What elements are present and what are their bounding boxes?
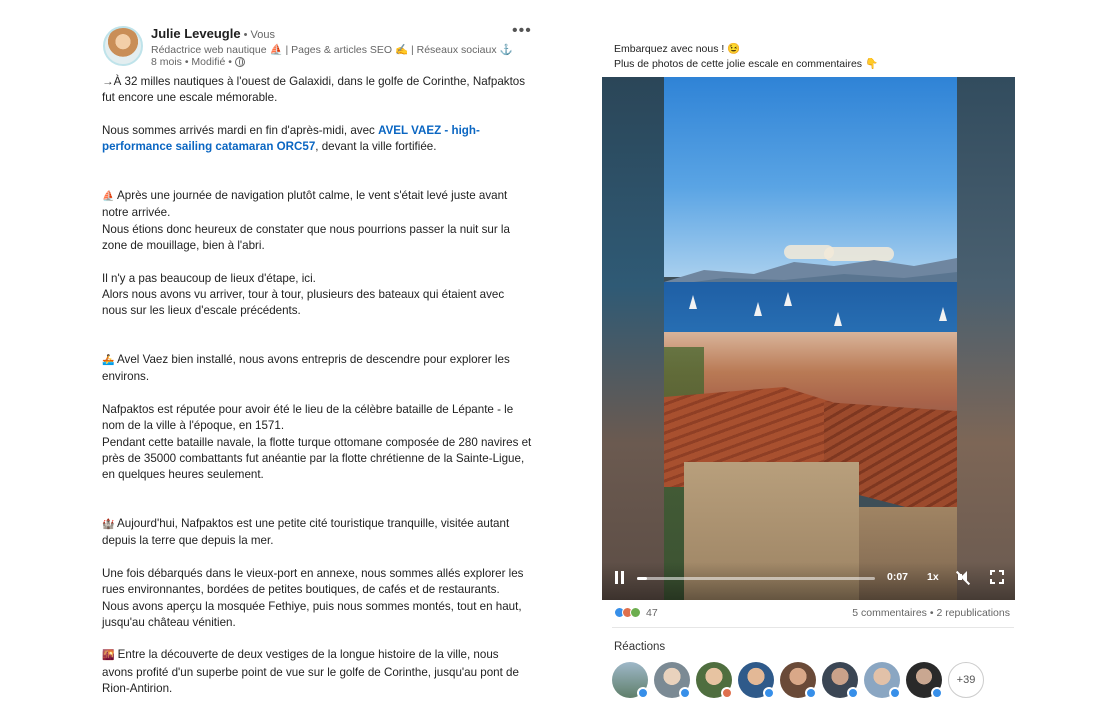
- post-text-span: Nous sommes arrivés mardi en fin d'après-midi, avec: [102, 123, 379, 137]
- social-counts: [614, 607, 1010, 621]
- post-paragraph: [102, 647, 532, 697]
- boat-shape: [834, 312, 842, 326]
- reactor-avatar[interactable]: [696, 662, 732, 698]
- post-paragraph: →À 32 milles nautiques à l'ouest de Galaxidi, dans le golfe de Corinthe, Nafpaktos fut encore une escale mémorable.: [102, 75, 526, 105]
- reaction-count[interactable]: 47: [646, 607, 658, 619]
- like-icon: [889, 687, 901, 699]
- caption-line: Plus de photos de cette jolie escale en commentaires 👇: [614, 58, 879, 70]
- sailboat-icon: ⛵: [102, 191, 115, 203]
- author-name[interactable]: Julie Leveugle: [151, 26, 241, 41]
- like-icon: [763, 687, 775, 699]
- post-text-span: Entre la découverte de deux vestiges de la longue histoire de la ville, nous avons profité d'un superbe point de vue sur le golfe de Corinthe, jusqu'au pont de Rion-Antirion.: [102, 648, 519, 695]
- author-you-label: • Vous: [240, 29, 276, 41]
- rowboat-icon: 🚣: [102, 355, 115, 367]
- post-paragraph: Pendant cette bataille navale, la flotte turque ottomane composée de 280 navires et près de 35000 combattants fut anéantie par la flotte chrétienne de la Sainte-Ligue, en quelques heures seulement.: [102, 435, 532, 482]
- author-avatar[interactable]: [103, 26, 143, 66]
- sunset-icon: 🌇: [102, 650, 115, 662]
- post-paragraph: Il n'y a pas beaucoup de lieux d'étape, ici.: [102, 271, 316, 285]
- post-text: [102, 74, 532, 697]
- reaction-icons[interactable]: [614, 607, 638, 618]
- post-text-span: Aujourd'hui, Nafpaktos est une petite cité touristique tranquille, visitée autant depuis la terre que depuis la mer.: [102, 517, 510, 548]
- like-icon: [679, 687, 691, 699]
- reactor-avatar[interactable]: [864, 662, 900, 698]
- video-frame: [664, 77, 957, 600]
- playback-speed-button[interactable]: 1x: [927, 571, 939, 583]
- media-caption: [614, 42, 878, 72]
- post-meta: [151, 56, 245, 68]
- like-icon: [637, 687, 649, 699]
- love-icon: [721, 687, 733, 699]
- post-paragraph: Une fois débarqués dans le vieux-port en annexe, nous sommes allés explorer les rues environnantes, bordées de petites boutiques, de cafés et de restaurants.: [102, 566, 524, 597]
- boat-shape: [784, 292, 792, 306]
- like-icon: [931, 687, 943, 699]
- video-progress-fill: [637, 577, 647, 580]
- reactor-avatar[interactable]: [780, 662, 816, 698]
- post-paragraph: [102, 516, 532, 550]
- video-blur-right: [957, 77, 1015, 600]
- reactions-title: Réactions: [614, 641, 666, 653]
- post-text-span: , devant la ville fortifiée.: [315, 140, 437, 154]
- like-icon: [805, 687, 817, 699]
- video-controls: [602, 562, 1015, 600]
- reactor-avatar[interactable]: [654, 662, 690, 698]
- post-paragraph: Alors nous avons vu arriver, tour à tour, plusieurs des bateaux qui étaient avec nous sur les lieux d'escale précédents.: [102, 287, 505, 318]
- author-name-line: [151, 26, 275, 41]
- author-headline: Rédactrice web nautique ⛵ | Pages & articles SEO ✍ | Réseaux sociaux ⚓: [151, 44, 513, 56]
- boat-shape: [689, 295, 697, 309]
- reactor-avatar[interactable]: [612, 662, 648, 698]
- post-paragraph: [102, 188, 532, 222]
- post-paragraph: Nous étions donc heureux de constater que nous pourrions passer la nuit sur la zone de mouillage, bien à l'abri.: [102, 222, 510, 252]
- like-icon: [847, 687, 859, 699]
- reactor-avatar[interactable]: [822, 662, 858, 698]
- celebrate-icon: [630, 607, 641, 618]
- video-time: 0:07: [887, 571, 909, 583]
- more-reactors-button[interactable]: +39: [948, 662, 984, 698]
- fullscreen-icon[interactable]: [990, 570, 1004, 584]
- post-paragraph: [102, 352, 532, 386]
- boat-shape: [939, 307, 947, 321]
- divider: [612, 627, 1014, 628]
- reactor-avatar[interactable]: [738, 662, 774, 698]
- video-player[interactable]: [602, 77, 1015, 600]
- caption-line: Embarquez avec nous ! 😉: [614, 43, 741, 55]
- globe-icon: [235, 57, 245, 67]
- reactor-list: [612, 662, 984, 698]
- post-author: [103, 26, 543, 70]
- boat-shape: [754, 302, 762, 316]
- reactor-avatar[interactable]: [906, 662, 942, 698]
- pause-icon[interactable]: [614, 571, 626, 584]
- post-paragraph: Nous avons aperçu la mosquée Fethiye, puis nous sommes montés, tout en haut, jusqu'au château vénitien.: [102, 599, 522, 629]
- post-text-span: Après une journée de navigation plutôt calme, le vent s'était levé juste avant notre arrivée.: [102, 189, 508, 220]
- castle-icon: 🏰: [102, 519, 115, 531]
- post-time: 8 mois • Modifié •: [151, 56, 232, 68]
- post-paragraph: Nafpaktos est réputée pour avoir été le lieu de la célèbre bataille de Lépante - le nom de la ville à l'époque, en 1571.: [102, 402, 514, 433]
- video-blur-left: [602, 77, 664, 600]
- post-paragraph: [102, 123, 532, 156]
- video-progress-bar[interactable]: [637, 577, 875, 580]
- comments-reposts-count[interactable]: 5 commentaires • 2 republications: [852, 607, 1010, 619]
- more-options-icon[interactable]: •••: [512, 22, 532, 39]
- post-text-span: Avel Vaez bien installé, nous avons entrepris de descendre pour explorer les environs.: [102, 353, 510, 384]
- company-link[interactable]: AVEL VAEZ - high-performance sailing catamaran ORC57: [102, 123, 480, 154]
